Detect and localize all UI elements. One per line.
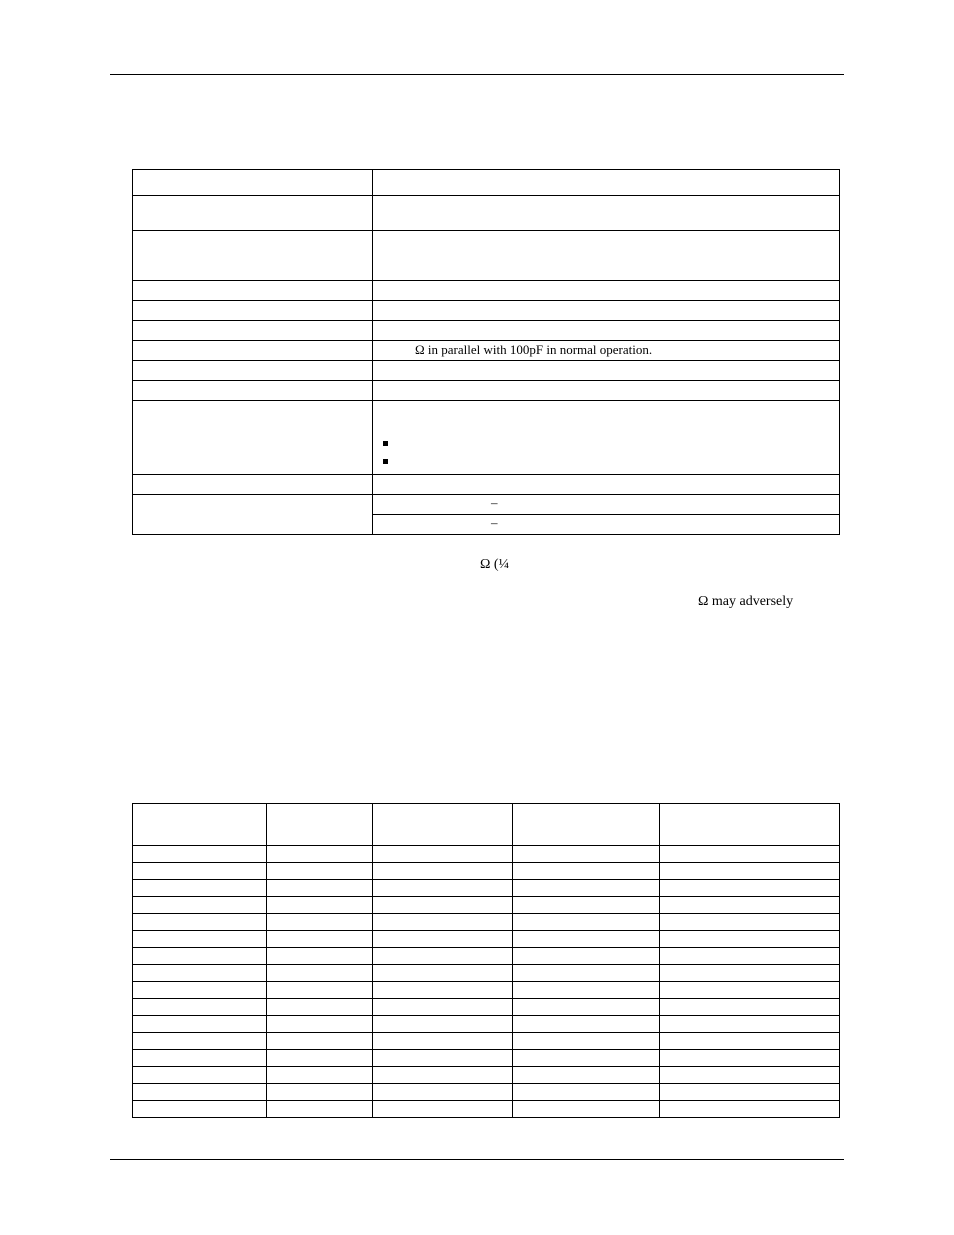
table-cell [373, 897, 513, 914]
table-cell [373, 914, 513, 931]
table-cell [267, 1050, 373, 1067]
table-cell [373, 948, 513, 965]
table-cell [513, 1101, 660, 1118]
table-cell [133, 1067, 267, 1084]
table-cell [133, 914, 267, 931]
table-cell [373, 804, 513, 846]
table-cell [513, 880, 660, 897]
table-row [133, 999, 840, 1016]
table-row [133, 982, 840, 999]
table-cell [133, 897, 267, 914]
table-cell [513, 948, 660, 965]
table-row [133, 1016, 840, 1033]
table-cell [267, 999, 373, 1016]
table-cell [513, 914, 660, 931]
table-cell [513, 982, 660, 999]
table-cell [373, 846, 513, 863]
table-cell [133, 965, 267, 982]
table-cell [133, 982, 267, 999]
table-cell [660, 999, 840, 1016]
table-cell [660, 1033, 840, 1050]
note-text: Ω (¼ [480, 557, 510, 572]
table-cell [267, 1101, 373, 1118]
dash-glyph: – [491, 515, 498, 530]
table-row [133, 948, 840, 965]
table-row [133, 863, 840, 880]
table-cell [133, 999, 267, 1016]
table-cell [267, 1016, 373, 1033]
spec-row [133, 170, 840, 196]
table-cell [513, 931, 660, 948]
table-cell [660, 948, 840, 965]
table-cell [660, 1067, 840, 1084]
spec-row [133, 321, 840, 341]
spec-row [133, 475, 840, 495]
table-cell [660, 965, 840, 982]
table-cell [513, 1067, 660, 1084]
table-cell [373, 863, 513, 880]
table-cell [660, 1084, 840, 1101]
table-cell [373, 1067, 513, 1084]
table-cell [267, 863, 373, 880]
table-cell [267, 897, 373, 914]
table-cell [513, 846, 660, 863]
table-cell [267, 880, 373, 897]
spec-row-split [133, 495, 840, 515]
note-text: Ω may adversely [698, 594, 794, 609]
table-cell [373, 1084, 513, 1101]
table-cell [267, 965, 373, 982]
spec-row [133, 231, 840, 281]
table-cell [133, 931, 267, 948]
table-cell [660, 1016, 840, 1033]
table-row [133, 914, 840, 931]
table-row [133, 1033, 840, 1050]
table-cell [267, 914, 373, 931]
table-cell [660, 846, 840, 863]
table-cell [373, 1033, 513, 1050]
table-header-row [133, 804, 840, 846]
spec-row-impedance [133, 341, 840, 361]
table-cell [513, 863, 660, 880]
table-cell [373, 1016, 513, 1033]
spec-row [133, 301, 840, 321]
table-cell [513, 1033, 660, 1050]
table-cell [133, 863, 267, 880]
table-row [133, 846, 840, 863]
table-cell [267, 804, 373, 846]
table-cell [133, 1101, 267, 1118]
table-cell [133, 948, 267, 965]
table-cell [513, 804, 660, 846]
table-cell [267, 1067, 373, 1084]
spec-row [133, 381, 840, 401]
bullet-marker [383, 459, 388, 464]
spec-row [133, 281, 840, 301]
table-cell [133, 880, 267, 897]
table-cell [373, 880, 513, 897]
spec-row-bullets [133, 401, 840, 475]
table-cell [373, 982, 513, 999]
table-cell [267, 948, 373, 965]
table-cell [133, 1016, 267, 1033]
header-rule [110, 74, 844, 75]
table-cell [513, 1016, 660, 1033]
table-cell [513, 1050, 660, 1067]
table-cell [660, 931, 840, 948]
table-cell [513, 965, 660, 982]
table-cell [133, 846, 267, 863]
specification-table [132, 169, 840, 535]
table-cell [267, 1033, 373, 1050]
table-cell [373, 931, 513, 948]
table-row [133, 965, 840, 982]
table-cell [133, 1084, 267, 1101]
table-row [133, 1050, 840, 1067]
footer-rule [110, 1159, 844, 1160]
table-cell [133, 1050, 267, 1067]
table-cell [373, 1050, 513, 1067]
table-cell [660, 982, 840, 999]
table-row [133, 897, 840, 914]
table-cell [513, 897, 660, 914]
data-grid-table [132, 803, 840, 1118]
table-cell [133, 1033, 267, 1050]
table-cell [373, 1101, 513, 1118]
table-row [133, 880, 840, 897]
table-cell [373, 965, 513, 982]
bullet-marker [383, 441, 388, 446]
table-cell [513, 999, 660, 1016]
dash-glyph: – [491, 495, 498, 510]
table-cell [660, 914, 840, 931]
table-cell [660, 1050, 840, 1067]
table-cell [373, 999, 513, 1016]
table-cell [267, 846, 373, 863]
table-cell [267, 931, 373, 948]
table-cell [660, 1101, 840, 1118]
table-cell [660, 897, 840, 914]
table-cell [660, 880, 840, 897]
impedance-text: Ω in parallel with 100pF in normal operation. [415, 342, 653, 357]
table-cell [133, 804, 267, 846]
table-cell [267, 982, 373, 999]
spec-row [133, 196, 840, 231]
table-row [133, 1067, 840, 1084]
table-row [133, 931, 840, 948]
table-cell [660, 863, 840, 880]
spec-row [133, 361, 840, 381]
table-cell [513, 1084, 660, 1101]
table-row [133, 1101, 840, 1118]
table-cell [660, 804, 840, 846]
table-row [133, 1084, 840, 1101]
table-cell [267, 1084, 373, 1101]
